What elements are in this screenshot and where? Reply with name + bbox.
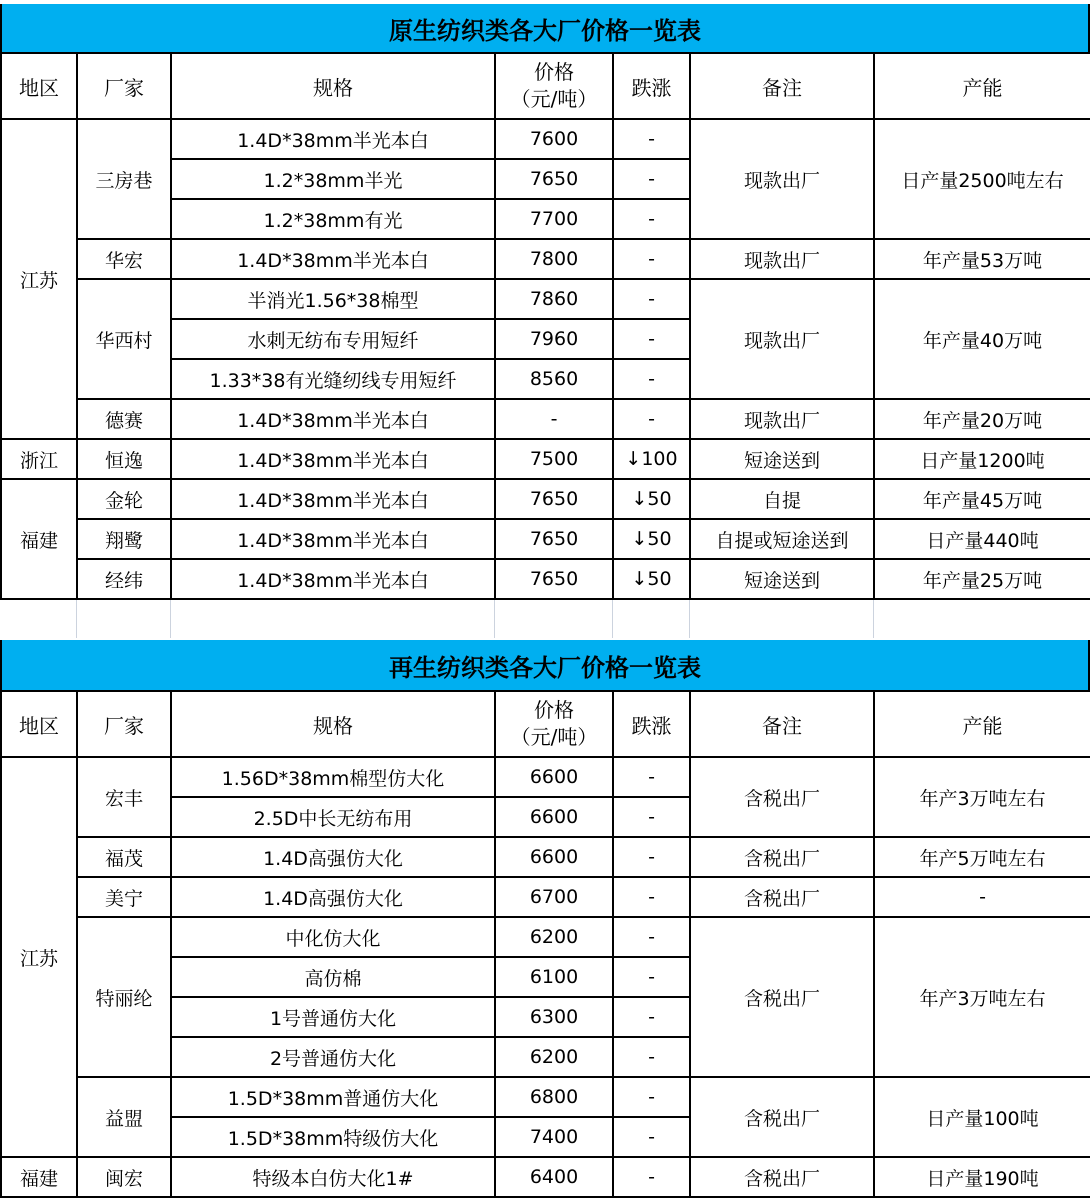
cell-note: 含税出厂: [690, 877, 874, 917]
cell-spec: 1.5D*38mm特级仿大化: [171, 1117, 495, 1157]
cell-spec: 1.56D*38mm棉型仿大化: [171, 757, 495, 797]
table-row: [1, 399, 1090, 439]
table-row: [1, 439, 1090, 479]
cell-capacity: -: [874, 877, 1090, 917]
cell-capacity: 年产量40万吨: [874, 279, 1090, 399]
cell-price: 7650: [495, 559, 613, 599]
cell-capacity: 日产量2500吨左右: [874, 119, 1090, 239]
cell-note: 自提: [690, 479, 874, 519]
cell-factory: 三房巷: [77, 119, 171, 239]
cell-capacity: 年产5万吨左右: [874, 837, 1090, 877]
cell-capacity: 年产量45万吨: [874, 479, 1090, 519]
cell-price: 7500: [495, 439, 613, 479]
cell-spec: 1.33*38有光缝纫线专用短纤: [171, 359, 495, 399]
cell-change: -: [613, 757, 690, 797]
cell-note: 短途送到: [690, 439, 874, 479]
col-header-price: [495, 691, 613, 757]
table2: [0, 690, 1090, 1198]
cell-change: -: [613, 877, 690, 917]
cell-spec: 半消光1.56*38棉型: [171, 279, 495, 319]
cell-price: 7600: [495, 119, 613, 159]
cell-note: 自提或短途送到: [690, 519, 874, 559]
cell-spec: 中化仿大化: [171, 917, 495, 957]
table-row: [1, 917, 1090, 957]
cell-spec: 1.4D*38mm半光本白: [171, 239, 495, 279]
table-row: [1, 1077, 1090, 1117]
cell-note: 现款出厂: [690, 119, 874, 239]
cell-region: 江苏: [1, 119, 77, 439]
cell-factory: 宏丰: [77, 757, 171, 837]
cell-spec: 1号普通仿大化: [171, 997, 495, 1037]
table-row: [1, 559, 1090, 599]
col-header-factory: 厂家: [77, 691, 171, 757]
cell-price: 7650: [495, 159, 613, 199]
cell-change: -: [613, 1117, 690, 1157]
col-header-capacity: 产能: [874, 53, 1090, 119]
cell-spec: 1.4D*38mm半光本白: [171, 439, 495, 479]
cell-price: 6100: [495, 957, 613, 997]
cell-capacity: 年产3万吨左右: [874, 757, 1090, 837]
cell-spec: 水刺无纺布专用短纤: [171, 319, 495, 359]
col-header-change: 跌涨: [613, 53, 690, 119]
cell-factory: 福茂: [77, 837, 171, 877]
table-row: [1, 519, 1090, 559]
cell-price: 6400: [495, 1157, 613, 1197]
table-row: [1, 837, 1090, 877]
cell-spec: 1.4D*38mm半光本白: [171, 399, 495, 439]
cell-note: 现款出厂: [690, 279, 874, 399]
col-header-capacity: 产能: [874, 691, 1090, 757]
cell-spec: 1.2*38mm有光: [171, 199, 495, 239]
price-header-line1: 价格: [534, 698, 574, 722]
cell-capacity: 日产量100吨: [874, 1077, 1090, 1157]
cell-price: 6600: [495, 797, 613, 837]
table-gap: [0, 600, 1090, 640]
cell-factory: 益盟: [77, 1077, 171, 1157]
cell-region: 福建: [1, 1157, 77, 1197]
cell-price: 6700: [495, 877, 613, 917]
cell-region: 福建: [1, 479, 77, 599]
cell-price: 7650: [495, 519, 613, 559]
cell-note: 含税出厂: [690, 757, 874, 837]
cell-price: 6200: [495, 917, 613, 957]
cell-capacity: 年产3万吨左右: [874, 917, 1090, 1077]
cell-price: 7400: [495, 1117, 613, 1157]
cell-spec: 1.4D高强仿大化: [171, 837, 495, 877]
cell-spec: 特级本白仿大化1#: [171, 1157, 495, 1197]
cell-change: -: [613, 399, 690, 439]
col-header-region: 地区: [1, 691, 77, 757]
cell-change: -: [613, 917, 690, 957]
table1: [0, 52, 1090, 600]
cell-note: 含税出厂: [690, 1077, 874, 1157]
col-header-note: 备注: [690, 53, 874, 119]
cell-spec: 1.4D*38mm半光本白: [171, 519, 495, 559]
cell-change: -: [613, 239, 690, 279]
cell-change: -: [613, 119, 690, 159]
col-header-note: 备注: [690, 691, 874, 757]
table-row: [1, 119, 1090, 159]
col-header-spec: 规格: [171, 53, 495, 119]
table-row: [1, 877, 1090, 917]
cell-spec: 1.4D高强仿大化: [171, 877, 495, 917]
primary-table-section: [0, 4, 1090, 600]
table1-title: 原生纺织类各大厂价格一览表: [389, 16, 701, 45]
cell-factory: 德赛: [77, 399, 171, 439]
cell-spec: 2号普通仿大化: [171, 1037, 495, 1077]
cell-price: 6600: [495, 757, 613, 797]
cell-spec: 1.5D*38mm普通仿大化: [171, 1077, 495, 1117]
cell-change: -: [613, 199, 690, 239]
cell-capacity: 年产量25万吨: [874, 559, 1090, 599]
col-header-change: 跌涨: [613, 691, 690, 757]
cell-change: -: [613, 319, 690, 359]
cell-factory: 华西村: [77, 279, 171, 399]
cell-capacity: 日产量440吨: [874, 519, 1090, 559]
cell-capacity: 年产量20万吨: [874, 399, 1090, 439]
cell-factory: 美宁: [77, 877, 171, 917]
table1-title-bar: [0, 4, 1090, 52]
cell-change: ↓100: [613, 439, 690, 479]
cell-capacity: 年产量53万吨: [874, 239, 1090, 279]
cell-factory: 恒逸: [77, 439, 171, 479]
cell-note: 含税出厂: [690, 917, 874, 1077]
cell-price: 8560: [495, 359, 613, 399]
cell-spec: 1.4D*38mm半光本白: [171, 559, 495, 599]
cell-spec: 1.4D*38mm半光本白: [171, 119, 495, 159]
cell-factory: 特丽纶: [77, 917, 171, 1077]
cell-change: -: [613, 1157, 690, 1197]
cell-region: 江苏: [1, 757, 77, 1157]
table2-header-row: [1, 691, 1090, 757]
cell-change: -: [613, 1037, 690, 1077]
cell-change: -: [613, 359, 690, 399]
price-header-line1: 价格: [534, 60, 574, 84]
table2-title: 再生纺织类各大厂价格一览表: [389, 653, 701, 682]
cell-capacity: 日产量190吨: [874, 1157, 1090, 1197]
cell-price: 6200: [495, 1037, 613, 1077]
cell-spec: 2.5D中长无纺布用: [171, 797, 495, 837]
table-row: [1, 1157, 1090, 1197]
cell-change: -: [613, 997, 690, 1037]
cell-change: -: [613, 837, 690, 877]
cell-price: -: [495, 399, 613, 439]
cell-change: -: [613, 1077, 690, 1117]
cell-note: 含税出厂: [690, 1157, 874, 1197]
cell-price: 7960: [495, 319, 613, 359]
table-row: [1, 239, 1090, 279]
cell-change: ↓50: [613, 559, 690, 599]
cell-spec: 1.4D*38mm半光本白: [171, 479, 495, 519]
table2-title-bar: [0, 640, 1090, 690]
cell-factory: 闽宏: [77, 1157, 171, 1197]
cell-note: 短途送到: [690, 559, 874, 599]
cell-price: 7700: [495, 199, 613, 239]
cell-factory: 翔鹭: [77, 519, 171, 559]
table-row: [1, 479, 1090, 519]
cell-change: ↓50: [613, 479, 690, 519]
cell-change: -: [613, 957, 690, 997]
cell-price: 6800: [495, 1077, 613, 1117]
cell-factory: 经纬: [77, 559, 171, 599]
col-header-price: [495, 53, 613, 119]
cell-note: 含税出厂: [690, 837, 874, 877]
table-row: [1, 757, 1090, 797]
col-header-spec: 规格: [171, 691, 495, 757]
price-header-line2: （元/吨）: [510, 725, 598, 749]
cell-change: -: [613, 279, 690, 319]
price-header-line2: （元/吨）: [510, 87, 598, 111]
cell-factory: 华宏: [77, 239, 171, 279]
cell-capacity: 日产量1200吨: [874, 439, 1090, 479]
cell-price: 7650: [495, 479, 613, 519]
cell-note: 现款出厂: [690, 239, 874, 279]
cell-price: 7860: [495, 279, 613, 319]
table-row: [1, 279, 1090, 319]
cell-change: -: [613, 797, 690, 837]
cell-spec: 1.2*38mm半光: [171, 159, 495, 199]
cell-spec: 高仿棉: [171, 957, 495, 997]
table1-header-row: [1, 53, 1090, 119]
recycled-table-section: [0, 640, 1090, 1198]
cell-region: 浙江: [1, 439, 77, 479]
cell-factory: 金轮: [77, 479, 171, 519]
cell-change: ↓50: [613, 519, 690, 559]
cell-price: 7800: [495, 239, 613, 279]
cell-change: -: [613, 159, 690, 199]
cell-note: 现款出厂: [690, 399, 874, 439]
col-header-region: 地区: [1, 53, 77, 119]
cell-price: 6600: [495, 837, 613, 877]
cell-price: 6300: [495, 997, 613, 1037]
col-header-factory: 厂家: [77, 53, 171, 119]
